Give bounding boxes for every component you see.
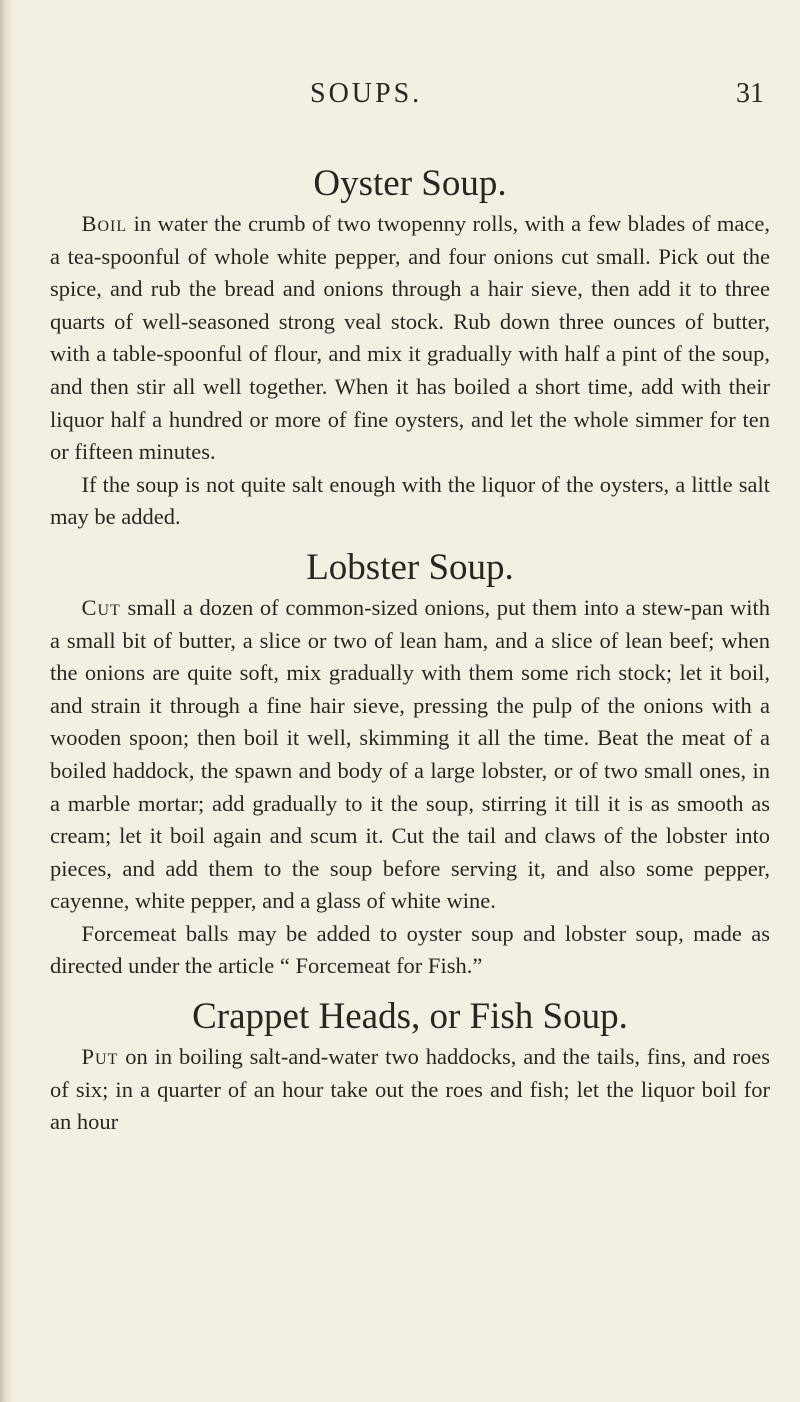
paragraph-crappet-method: [50, 1041, 770, 1139]
paragraph-oyster-method: [50, 208, 770, 469]
recipe-title-lobster-soup: Lobster Soup.: [306, 546, 514, 588]
paragraph-oyster-note: [50, 469, 770, 534]
paragraph-text: Forcemeat balls may be added to oyster soup and lobster soup, made as directed under the article “ Forcemeat for Fish.”: [50, 920, 770, 979]
lead-word: Put: [81, 1044, 119, 1070]
lead-word: Boil: [81, 211, 128, 236]
running-title: SOUPS.: [310, 78, 423, 109]
page-binding-edge: [0, 0, 14, 1402]
paragraph-text: on in boiling salt-and-water two haddocks, and the tails, fins, and roes of six; in a quarter of an hour take out the roes and fish; let the liquor boil for an hour: [50, 1044, 770, 1135]
page-content: [50, 160, 770, 1139]
running-head: [310, 78, 780, 114]
page-number: 31: [736, 78, 764, 109]
paragraph-forcemeat-note: [50, 918, 770, 983]
lead-word: Cut: [81, 594, 121, 620]
paragraph-text: in water the crumb of two twopenny rolls, with a few blades of mace, a tea-spoonful of whole white pepper, and four onions cut small. Pick out the spice, and rub the bread and onions through a hair sieve, then add it to three quarts of well-seasoned strong veal stock. Rub down three ounces of butter, with a table-spoonful of flour, and mix it gradually with half a pint of the soup, and then stir all well together. When it has boiled a short time, add with their liquor half a hundred or more of fine oysters, and let the whole simmer for ten or fifteen minutes.: [50, 211, 770, 465]
paragraph-text: If the soup is not quite salt enough with the liquor of the oysters, a little salt may be added.: [50, 471, 770, 530]
recipe-title-crappet-heads: Crappet Heads, or Fish Soup.: [192, 996, 628, 1038]
paragraph-text: small a dozen of common-sized onions, put them into a stew-pan with a small bit of butter, a slice or two of lean ham, and a slice of lean beef; when the onions are quite soft, mix gradually with them some rich stock; let it boil, and strain it through a fine hair sieve, pressing the pulp of the onions with a wooden spoon; then boil it well, skimming it all the time. Beat the meat of a boiled haddock, the spawn and body of a large lobster, or of two small ones, in a marble mortar; add gradually to it the soup, stirring it till it is as smooth as cream; let it boil again and scum it. Cut the tail and claws of the lobster into pieces, and add them to the soup before serving it, and also some pepper, cayenne, white pepper, and a glass of white wine.: [50, 594, 770, 914]
recipe-title-oyster-soup: Oyster Soup.: [313, 163, 507, 204]
paragraph-lobster-method: [50, 592, 770, 918]
